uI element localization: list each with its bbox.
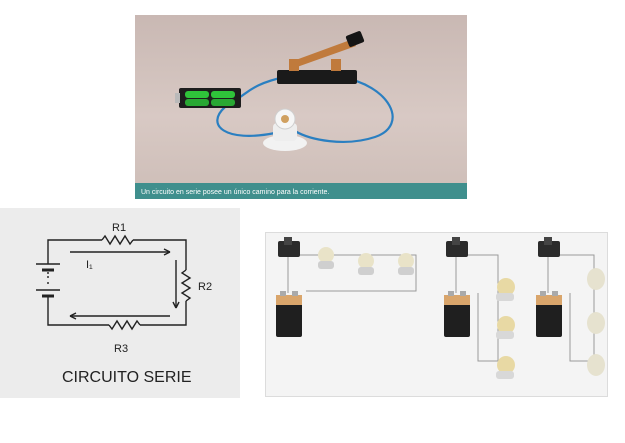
resistor-r1 [102, 236, 133, 244]
series-circuit-render [135, 15, 467, 199]
resistor-r2 [182, 270, 190, 301]
switch-3 [538, 237, 560, 257]
r3-label: R3 [114, 343, 129, 355]
switch-1 [278, 237, 300, 257]
lamp-3 [398, 253, 414, 275]
battery-1 [276, 291, 302, 337]
knife-switch [277, 30, 365, 84]
series-circuit-schematic [0, 208, 240, 398]
lamp [263, 109, 307, 151]
caption-text: Un circuito en serie posee un único camino para la corriente. [141, 189, 330, 196]
three-circuits-illustration [265, 232, 608, 397]
wire-switch-to-lamp [295, 77, 393, 142]
lamp-5 [496, 316, 515, 339]
battery-symbol [36, 246, 60, 304]
lamp-9 [587, 354, 605, 376]
battery-3 [536, 291, 562, 337]
wire-battery-to-lamp [217, 107, 275, 136]
r2-label: R2 [198, 281, 213, 293]
circuits-art [266, 233, 608, 397]
lamp-1 [318, 247, 334, 269]
battery-2 [444, 291, 470, 337]
lamp-2 [358, 253, 374, 275]
lamp-7 [587, 268, 605, 290]
r1-label: R1 [112, 222, 127, 234]
battery-holder [175, 88, 241, 108]
schematic-art [0, 208, 240, 398]
lamp-8 [587, 312, 605, 334]
circuit-render-art [135, 15, 467, 199]
lamp-6 [496, 356, 515, 379]
current-label: I₁ [86, 259, 93, 271]
lamp-4 [496, 278, 515, 301]
schematic-title: CIRCUITO SERIE [62, 369, 192, 386]
switch-2 [446, 237, 468, 257]
resistor-r3 [109, 321, 140, 329]
